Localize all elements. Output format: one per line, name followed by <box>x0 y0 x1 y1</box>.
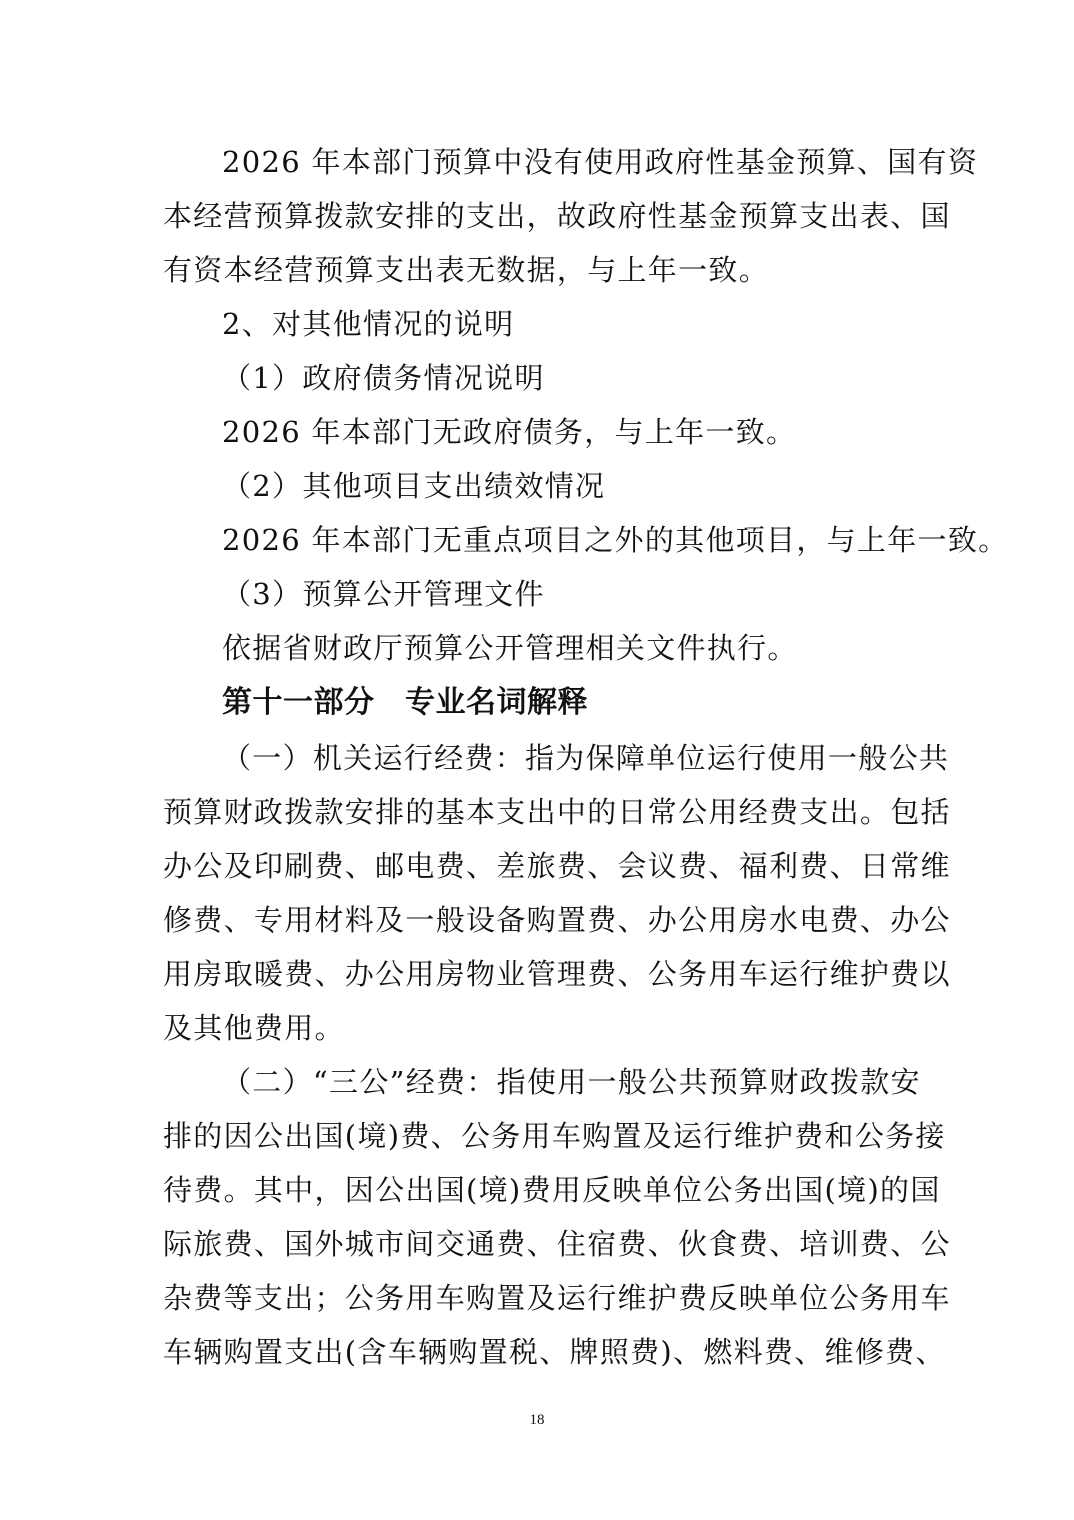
paragraph-line: 依据省财政厅预算公开管理相关文件执行。 <box>222 631 798 665</box>
paragraph-line: 待费。其中，因公出国(境)费用反映单位公务出国(境)的国 <box>163 1173 941 1207</box>
paragraph-line: 预算财政拨款安排的基本支出中的日常公用经费支出。包括 <box>163 795 951 829</box>
paragraph-line: 本经营预算拨款安排的支出，故政府性基金预算支出表、国 <box>163 199 951 233</box>
paragraph-line: 车辆购置支出(含车辆购置税、牌照费)、燃料费、维修费、 <box>163 1335 946 1369</box>
paragraph-line: 2026 年本部门预算中没有使用政府性基金预算、国有资 <box>222 145 979 179</box>
paragraph-line: 用房取暖费、办公用房物业管理费、公务用车运行维护费以 <box>163 957 951 991</box>
paragraph-line: 修费、专用材料及一般设备购置费、办公用房水电费、办公 <box>163 903 951 937</box>
paragraph-line: 及其他费用。 <box>163 1011 345 1045</box>
paragraph-line: 2026 年本部门无政府债务，与上年一致。 <box>222 415 797 449</box>
paragraph-line: （2）其他项目支出绩效情况 <box>222 469 606 503</box>
section-heading: 第十一部分 专业名词解释 <box>222 685 588 720</box>
paragraph-line: 排的因公出国(境)费、公务用车购置及运行维护费和公务接 <box>163 1119 946 1153</box>
paragraph-line: （二）“三公”经费：指使用一般公共预算财政拨款安 <box>222 1065 921 1099</box>
paragraph-line: （1）政府债务情况说明 <box>222 361 545 395</box>
page-number: 18 <box>529 1412 545 1428</box>
paragraph-line: 际旅费、国外城市间交通费、住宿费、伙食费、培训费、公 <box>163 1227 951 1261</box>
paragraph-line: 有资本经营预算支出表无数据，与上年一致。 <box>163 253 770 287</box>
paragraph-line: （3）预算公开管理文件 <box>222 577 545 611</box>
paragraph-line: 杂费等支出；公务用车购置及运行维护费反映单位公务用车 <box>163 1281 951 1315</box>
paragraph-line: 办公及印刷费、邮电费、差旅费、会议费、福利费、日常维 <box>163 849 951 883</box>
paragraph-line: 2、对其他情况的说明 <box>222 307 515 341</box>
paragraph-line: 2026 年本部门无重点项目之外的其他项目，与上年一致。 <box>222 523 1009 557</box>
paragraph-line: （一）机关运行经费：指为保障单位运行使用一般公共 <box>222 741 950 775</box>
